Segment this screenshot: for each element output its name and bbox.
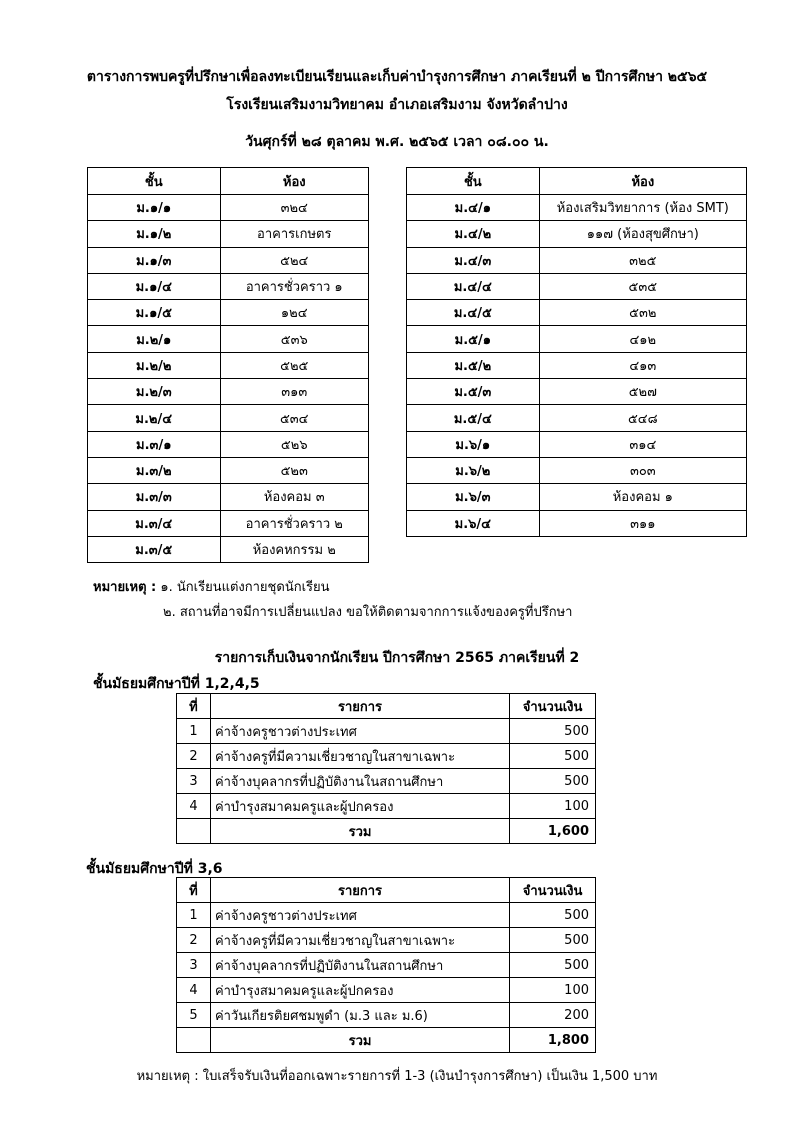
table-row <box>407 457 747 483</box>
item-name-cell: ค่าจ้างบุคลากรที่ปฏิบัติงานในสถานศึกษา <box>210 953 509 978</box>
col-header-room: ห้อง <box>539 168 746 195</box>
fees-b-subtitle: ชั้นมัธยมศึกษาปีที่ 3,6 <box>86 861 223 877</box>
fees-table-a <box>176 693 596 844</box>
item-no-cell: 3 <box>177 953 211 978</box>
room-cell: ๓๑๓ <box>220 379 369 405</box>
fees-table-a-header <box>177 694 596 719</box>
item-no-cell: 1 <box>177 719 211 744</box>
table-row <box>407 352 747 378</box>
room-cell: อาคารชั่วคราว ๒ <box>220 510 369 536</box>
class-cell: ม.๒/๒ <box>88 352 221 378</box>
room-cell: ๑๒๔ <box>220 300 369 326</box>
document-title-line1: ตารางการพบครูที่ปรึกษาเพื่อลงทะเบียนเรียนและเก็บค่าบำรุงการศึกษา ภาคเรียนที่ ๒ ปีการศึกษา ๒๕๖๕ <box>86 69 708 85</box>
item-amount-cell: 500 <box>510 719 596 744</box>
note2: หมายเหตุ : ใบเสร็จรับเงินที่ออกเฉพาะรายการที่ 1-3 (เงินบำรุงการศึกษา) เป็นเงิน 1,500 บาท <box>136 1069 658 1084</box>
col-header-class: ชั้น <box>407 168 540 195</box>
col-header-class: ชั้น <box>88 168 221 195</box>
table-row <box>88 300 369 326</box>
table-row <box>407 221 747 247</box>
class-cell: ม.๕/๓ <box>407 379 540 405</box>
room-cell: ๕๓๖ <box>220 326 369 352</box>
class-cell: ม.๑/๕ <box>88 300 221 326</box>
class-cell: ม.๒/๓ <box>88 379 221 405</box>
fees-title: รายการเก็บเงินจากนักเรียน ปีการศึกษา 2565 ภาคเรียนที่ 2 <box>214 650 580 666</box>
item-amount-cell: 500 <box>510 744 596 769</box>
room-cell: ห้องเสริมวิทยาการ (ห้อง SMT) <box>539 195 746 221</box>
table-row <box>407 273 747 299</box>
class-cell: ม.๔/๑ <box>407 195 540 221</box>
total-label: รวม <box>210 819 509 844</box>
room-cell: ๕๒๓ <box>220 457 369 483</box>
item-amount-cell: 200 <box>510 1003 596 1028</box>
room-cell: ๕๒๗ <box>539 379 746 405</box>
note1-item2: ๒. สถานที่อาจมีการเปลี่ยนแปลง ขอให้ติดตามจากการแจ้งของครูที่ปรึกษา <box>163 605 573 620</box>
item-amount-cell: 500 <box>510 928 596 953</box>
table-row <box>88 247 369 273</box>
room-cell: ๓๑๔ <box>539 431 746 457</box>
item-no-cell: 2 <box>177 744 211 769</box>
room-cell: ๓๒๔ <box>220 195 369 221</box>
total-value: 1,800 <box>510 1028 596 1053</box>
note1-line1 <box>93 579 330 597</box>
item-no-cell: 1 <box>177 903 211 928</box>
item-name-cell: ค่าจ้างครูชาวต่างประเทศ <box>210 719 509 744</box>
class-cell: ม.๔/๕ <box>407 300 540 326</box>
table-row <box>407 300 747 326</box>
room-table-left <box>87 167 369 563</box>
table-row <box>88 379 369 405</box>
room-cell: ๔๑๒ <box>539 326 746 352</box>
class-cell: ม.๓/๓ <box>88 484 221 510</box>
class-cell: ม.๔/๒ <box>407 221 540 247</box>
item-no-cell: 4 <box>177 978 211 1003</box>
room-cell: ๓๒๕ <box>539 247 746 273</box>
total-label: รวม <box>210 1028 509 1053</box>
table-row <box>177 1003 596 1028</box>
class-cell: ม.๔/๔ <box>407 273 540 299</box>
col-header-item: รายการ <box>210 878 509 903</box>
fees-table-b <box>176 877 596 1053</box>
table-row <box>88 536 369 562</box>
room-table-right <box>406 167 747 537</box>
document-title-date: วันศุกร์ที่ ๒๘ ตุลาคม พ.ศ. ๒๕๖๕ เวลา ๐๘.๐๐ น. <box>245 134 549 150</box>
class-cell: ม.๓/๕ <box>88 536 221 562</box>
table-row <box>88 221 369 247</box>
table-row <box>407 326 747 352</box>
class-cell: ม.๓/๔ <box>88 510 221 536</box>
col-header-room: ห้อง <box>220 168 369 195</box>
class-cell: ม.๖/๑ <box>407 431 540 457</box>
note1-item1: ๑. นักเรียนแต่งกายชุดนักเรียน <box>160 580 330 595</box>
item-name-cell: ค่าบำรุงสมาคมครูและผู้ปกครอง <box>210 794 509 819</box>
table-row <box>407 195 747 221</box>
document-title-line2: โรงเรียนเสริมงามวิทยาคม อำเภอเสริมงาม จังหวัดลำปาง <box>226 97 568 113</box>
table-row <box>88 431 369 457</box>
class-cell: ม.๖/๒ <box>407 457 540 483</box>
table-row <box>177 744 596 769</box>
room-cell: ๕๓๒ <box>539 300 746 326</box>
table-row <box>177 978 596 1003</box>
table-row <box>177 903 596 928</box>
room-cell: ๕๒๕ <box>220 352 369 378</box>
room-cell: ห้องคหกรรม ๒ <box>220 536 369 562</box>
room-cell: ๓๑๑ <box>539 510 746 536</box>
table-row <box>88 326 369 352</box>
room-cell: ๑๑๗ (ห้องสุขศึกษา) <box>539 221 746 247</box>
table-row <box>407 431 747 457</box>
total-empty-cell <box>177 1028 211 1053</box>
fees-table-a-total-row <box>177 819 596 844</box>
class-cell: ม.๑/๔ <box>88 273 221 299</box>
room-cell: ๓๐๓ <box>539 457 746 483</box>
item-no-cell: 3 <box>177 769 211 794</box>
col-header-no: ที่ <box>177 694 211 719</box>
table-row <box>88 510 369 536</box>
class-cell: ม.๖/๔ <box>407 510 540 536</box>
table-row <box>407 379 747 405</box>
class-cell: ม.๕/๒ <box>407 352 540 378</box>
table-row <box>177 719 596 744</box>
room-cell: ๕๓๔ <box>220 405 369 431</box>
class-cell: ม.๔/๓ <box>407 247 540 273</box>
total-value: 1,600 <box>510 819 596 844</box>
table-row <box>177 794 596 819</box>
table-row <box>177 953 596 978</box>
item-amount-cell: 500 <box>510 953 596 978</box>
class-cell: ม.๑/๒ <box>88 221 221 247</box>
room-cell: ห้องคอม ๑ <box>539 484 746 510</box>
item-name-cell: ค่าวันเกียรติยศชมพูดำ (ม.3 และ ม.6) <box>210 1003 509 1028</box>
room-table-left-header <box>88 168 369 195</box>
table-row <box>88 457 369 483</box>
table-row <box>407 484 747 510</box>
table-row <box>88 273 369 299</box>
class-cell: ม.๓/๒ <box>88 457 221 483</box>
table-row <box>88 484 369 510</box>
fees-table-b-header <box>177 878 596 903</box>
class-cell: ม.๒/๔ <box>88 405 221 431</box>
room-cell: ห้องคอม ๓ <box>220 484 369 510</box>
fees-a-subtitle: ชั้นมัธยมศึกษาปีที่ 1,2,4,5 <box>93 676 260 692</box>
table-row <box>407 510 747 536</box>
item-name-cell: ค่าจ้างครูชาวต่างประเทศ <box>210 903 509 928</box>
class-cell: ม.๕/๔ <box>407 405 540 431</box>
col-header-item: รายการ <box>210 694 509 719</box>
item-amount-cell: 500 <box>510 769 596 794</box>
item-amount-cell: 500 <box>510 903 596 928</box>
table-row <box>88 195 369 221</box>
room-cell: ๕๒๖ <box>220 431 369 457</box>
note1-label: หมายเหตุ : <box>93 580 157 595</box>
class-cell: ม.๖/๓ <box>407 484 540 510</box>
class-cell: ม.๑/๓ <box>88 247 221 273</box>
table-row <box>177 769 596 794</box>
total-empty-cell <box>177 819 211 844</box>
table-row <box>88 352 369 378</box>
item-name-cell: ค่าจ้างครูที่มีความเชี่ยวชาญในสาขาเฉพาะ <box>210 928 509 953</box>
room-cell: อาคารชั่วคราว ๑ <box>220 273 369 299</box>
table-row <box>407 405 747 431</box>
item-no-cell: 5 <box>177 1003 211 1028</box>
class-cell: ม.๑/๑ <box>88 195 221 221</box>
table-row <box>88 405 369 431</box>
item-name-cell: ค่าจ้างครูที่มีความเชี่ยวชาญในสาขาเฉพาะ <box>210 744 509 769</box>
item-no-cell: 2 <box>177 928 211 953</box>
room-table-right-header <box>407 168 747 195</box>
room-cell: ๕๔๘ <box>539 405 746 431</box>
class-cell: ม.๒/๑ <box>88 326 221 352</box>
item-name-cell: ค่าบำรุงสมาคมครูและผู้ปกครอง <box>210 978 509 1003</box>
item-amount-cell: 100 <box>510 978 596 1003</box>
room-cell: ๕๒๔ <box>220 247 369 273</box>
table-row <box>177 928 596 953</box>
class-cell: ม.๓/๑ <box>88 431 221 457</box>
col-header-no: ที่ <box>177 878 211 903</box>
col-header-amount: จำนวนเงิน <box>510 694 596 719</box>
table-row <box>407 247 747 273</box>
item-no-cell: 4 <box>177 794 211 819</box>
item-amount-cell: 100 <box>510 794 596 819</box>
room-cell: ๔๑๓ <box>539 352 746 378</box>
class-cell: ม.๕/๑ <box>407 326 540 352</box>
item-name-cell: ค่าจ้างบุคลากรที่ปฏิบัติงานในสถานศึกษา <box>210 769 509 794</box>
fees-table-b-total-row <box>177 1028 596 1053</box>
room-cell: ๕๓๕ <box>539 273 746 299</box>
col-header-amount: จำนวนเงิน <box>510 878 596 903</box>
room-cell: อาคารเกษตร <box>220 221 369 247</box>
